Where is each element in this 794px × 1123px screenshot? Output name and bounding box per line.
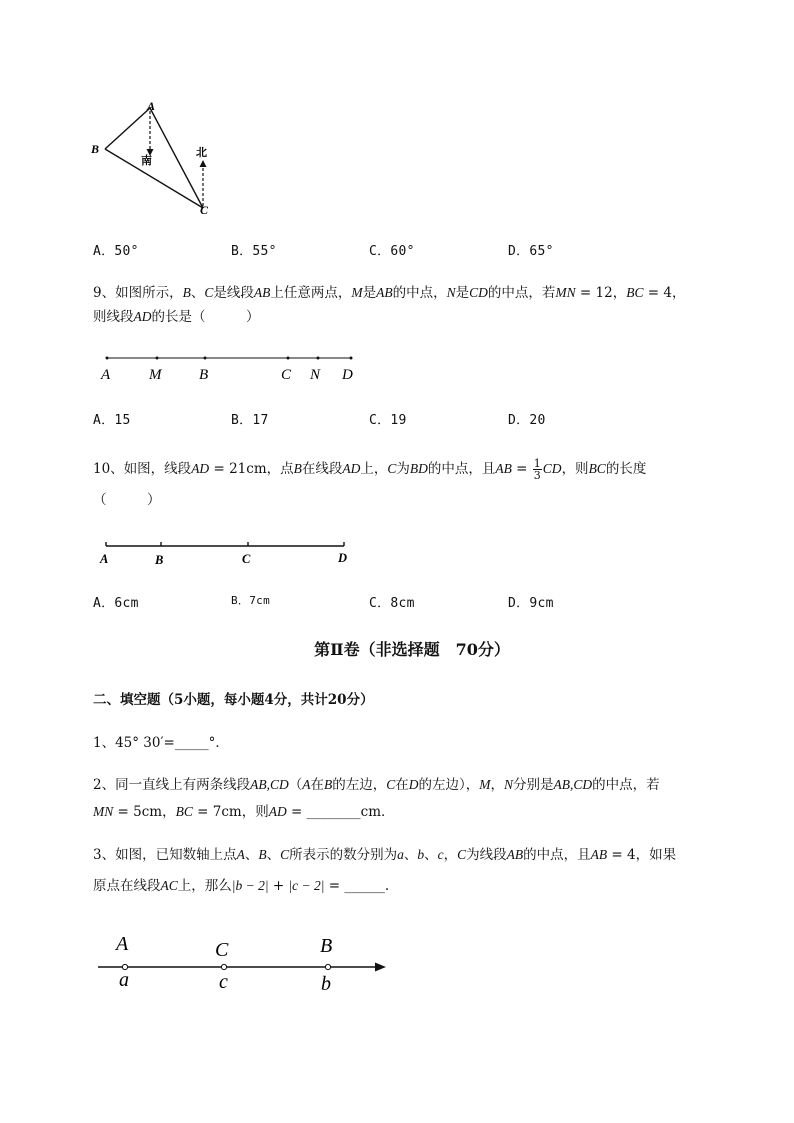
q9-var: N [446, 285, 456, 300]
fq3-text: = 4 [607, 847, 636, 863]
q9-var: CD [469, 285, 488, 300]
fraction-denominator: 3 [533, 469, 541, 482]
q9-label-a: A [101, 367, 111, 383]
q9-point-c [287, 357, 290, 360]
section-title: 第Ⅱ卷（非选择题 70分） [314, 640, 510, 659]
q8-option-c: C．60° [369, 244, 415, 259]
q10-text: 在线段 [301, 461, 343, 477]
fq2-var: C [386, 777, 396, 792]
fq2-var: M [479, 777, 491, 792]
fq2-var: AB,CD [553, 777, 593, 792]
q10-option-b: B．7cm [231, 594, 270, 607]
fq3-var: B [258, 847, 267, 862]
q9-var: B [182, 285, 191, 300]
fq3-var: AC [160, 878, 178, 893]
q9-point-a [106, 357, 109, 360]
q10-var: BD [409, 461, 428, 476]
point-b [325, 964, 330, 969]
fq3-text: 为线段 [466, 847, 507, 863]
number-line-arrow [375, 963, 386, 972]
fq3-text: 、 [403, 847, 418, 863]
q10-text: 如图，线段 [123, 461, 192, 477]
q9-option-a: A．15 [93, 413, 131, 428]
q10-var: B [293, 461, 302, 476]
q10-line2: （ ） [93, 492, 161, 508]
q10-text: = [511, 461, 532, 477]
fq2-text: 分别是 [513, 777, 554, 793]
fq3-text: 原点在线段 [93, 878, 161, 894]
q9-var: BC [626, 285, 644, 300]
q9-segment-figure [95, 348, 365, 384]
q10-option-c: C．8cm [369, 596, 415, 611]
q9-text: = 4 [643, 285, 672, 301]
fq3-var: AB [590, 847, 608, 862]
q9-text: 的中点，若 [487, 285, 556, 301]
fq2-text: 在 [310, 777, 324, 793]
fq3-abs-expr: |b − 2| [231, 878, 269, 893]
fq2-text: = 5cm [113, 804, 163, 820]
q10-var: C [387, 461, 397, 476]
fq2-text: （ [288, 777, 303, 793]
q10-segment-figure [95, 538, 360, 570]
q9-text: ， [671, 285, 686, 301]
q9-point-b [204, 357, 207, 360]
q10-text: = 21cm [209, 461, 267, 477]
point-c [221, 964, 226, 969]
q9-text: 是 [362, 285, 377, 301]
q8-option-d: D．65° [508, 244, 554, 259]
q9-option-b: B．17 [231, 413, 269, 428]
q10-var: CD [542, 461, 562, 476]
label-south: 南 [141, 154, 152, 167]
fq3-text: 、 [266, 847, 281, 863]
label-a: A [147, 99, 156, 113]
q10-option-d: D．9cm [508, 596, 554, 611]
fq3-text: = ______. [324, 878, 390, 894]
fq2-text: 的左边， [332, 777, 387, 793]
q9-text: 则线段 [93, 309, 134, 325]
q9-var: AD [133, 309, 152, 324]
fq2-text: 的左边）， [418, 777, 480, 793]
fq2-var: MN [93, 804, 114, 819]
q9-text: 如图所示， [115, 285, 183, 301]
north-arrow-head [200, 160, 207, 167]
value-c-label: c [219, 971, 228, 993]
fq2-var: AD [268, 804, 287, 819]
label-north: 北 [196, 146, 207, 159]
fq3-abs-expr: |c − 2| [288, 878, 325, 893]
q9-label-b: B [199, 367, 209, 383]
q9-text: 的长是（ ） [151, 309, 260, 325]
fq2-var: BC [175, 804, 193, 819]
fq2-text: 2、同一直线上有两条线段 [93, 777, 251, 793]
q9-text: 上任意两点， [270, 285, 352, 301]
q9-label-m: M [149, 367, 162, 383]
fraction-numerator: 1 [533, 457, 541, 470]
value-b-label: b [321, 973, 331, 995]
q10-text: 的长度 [605, 461, 647, 477]
q8-option-a: A．50° [93, 244, 139, 259]
fq3-text: 3、如图，已知数轴上点 [93, 847, 237, 863]
q10-text: 的中点，且 [427, 461, 496, 477]
fq2-var: AB,CD [250, 777, 289, 792]
fq2-text: 的中点，若 [592, 777, 660, 793]
fq3-var: A [236, 847, 245, 862]
fq3-var: C [457, 847, 467, 862]
fq3-text: ， [443, 847, 458, 863]
fq2-var: B [323, 777, 333, 792]
q10-var: AD [342, 461, 361, 476]
fq3-var: c [437, 847, 444, 862]
q9-number: 9、 [93, 285, 116, 301]
number-line-figure [95, 930, 395, 996]
fq3-text: 所表示的数分别为 [289, 847, 398, 863]
q9-line1 [93, 283, 685, 303]
fq2-text: ， [490, 777, 504, 793]
q10-line1 [93, 457, 646, 481]
fq2-text: 在 [395, 777, 409, 793]
part-heading: 二、填空题（5小题，每小题4分，共计20分） [93, 692, 374, 708]
value-a-label: a [119, 969, 129, 991]
q10-text: 为 [396, 461, 410, 477]
fq3-text: 、 [244, 847, 259, 863]
q9-point-n [317, 357, 320, 360]
q10-text: 上， [360, 461, 388, 477]
label-b: B [91, 142, 100, 156]
q10-label-c: C [242, 552, 251, 566]
q10-var: BC [588, 461, 606, 476]
q9-text: 、 [190, 285, 205, 301]
fill-question-3-line2 [93, 876, 389, 896]
fq3-text: 的中点，且 [523, 847, 591, 863]
q9-text: 是线段 [213, 285, 254, 301]
q10-label-b: B [155, 553, 164, 567]
fq3-text: ，如果 [635, 847, 677, 863]
fq2-text: = ________cm． [286, 804, 395, 820]
q9-text: 的中点， [392, 285, 447, 301]
q9-label-c: C [281, 367, 292, 383]
fq3-text: 、 [424, 847, 438, 863]
fq2-text: ， [162, 804, 176, 820]
point-b-label: B [320, 935, 333, 957]
fq2-var: N [503, 777, 513, 792]
q10-text: ，则 [561, 461, 589, 477]
label-c: C [200, 203, 209, 217]
q9-var: C [204, 285, 214, 300]
q9-var: AB [376, 285, 393, 300]
fq3-var: AB [506, 847, 524, 862]
q10-var: AB [495, 461, 512, 476]
fraction-one-third [533, 458, 542, 481]
q9-text: = 12 [575, 285, 613, 301]
point-c-label: C [215, 939, 229, 961]
fill-question-3-line1 [93, 845, 676, 865]
q9-point-d [350, 357, 353, 360]
fq3-var: C [280, 847, 290, 862]
q9-text: ， [612, 285, 627, 301]
segment-ab [105, 108, 150, 149]
q10-label-a: A [100, 552, 109, 566]
fq3-text: + [268, 878, 289, 894]
point-a-label: A [116, 933, 129, 955]
q10-option-a: A．6cm [93, 596, 139, 611]
q9-var: MN [555, 285, 576, 300]
compass-triangle-figure [88, 98, 228, 220]
segment-bc [105, 149, 203, 208]
q8-option-b: B．55° [231, 244, 277, 259]
q9-var: AB [253, 285, 271, 300]
fill-question-1: 1、45° 30′=_____°． [93, 735, 229, 751]
fill-question-2-line1 [93, 775, 660, 795]
fq2-var: D [408, 777, 419, 792]
fq2-text: ，则 [241, 804, 269, 820]
fq3-var: b [417, 847, 425, 862]
q9-var: M [351, 285, 363, 300]
q9-point-m [156, 357, 159, 360]
q9-option-c: C．19 [369, 413, 407, 428]
q10-label-d: D [338, 551, 348, 565]
q10-var: AD [191, 461, 210, 476]
q10-number: 10、 [93, 461, 124, 477]
fq3-var: a [397, 847, 404, 862]
q9-label-n: N [310, 367, 321, 383]
fill-question-2-line2 [93, 802, 395, 822]
q9-label-d: D [342, 367, 353, 383]
fq2-text: = 7cm [192, 804, 242, 820]
q10-text: ，点 [266, 461, 294, 477]
fq2-var: A [302, 777, 311, 792]
q9-line2 [93, 307, 260, 327]
fq3-text: 上，那么 [177, 878, 232, 894]
q9-option-d: D．20 [508, 413, 546, 428]
q9-text: 是 [455, 285, 470, 301]
